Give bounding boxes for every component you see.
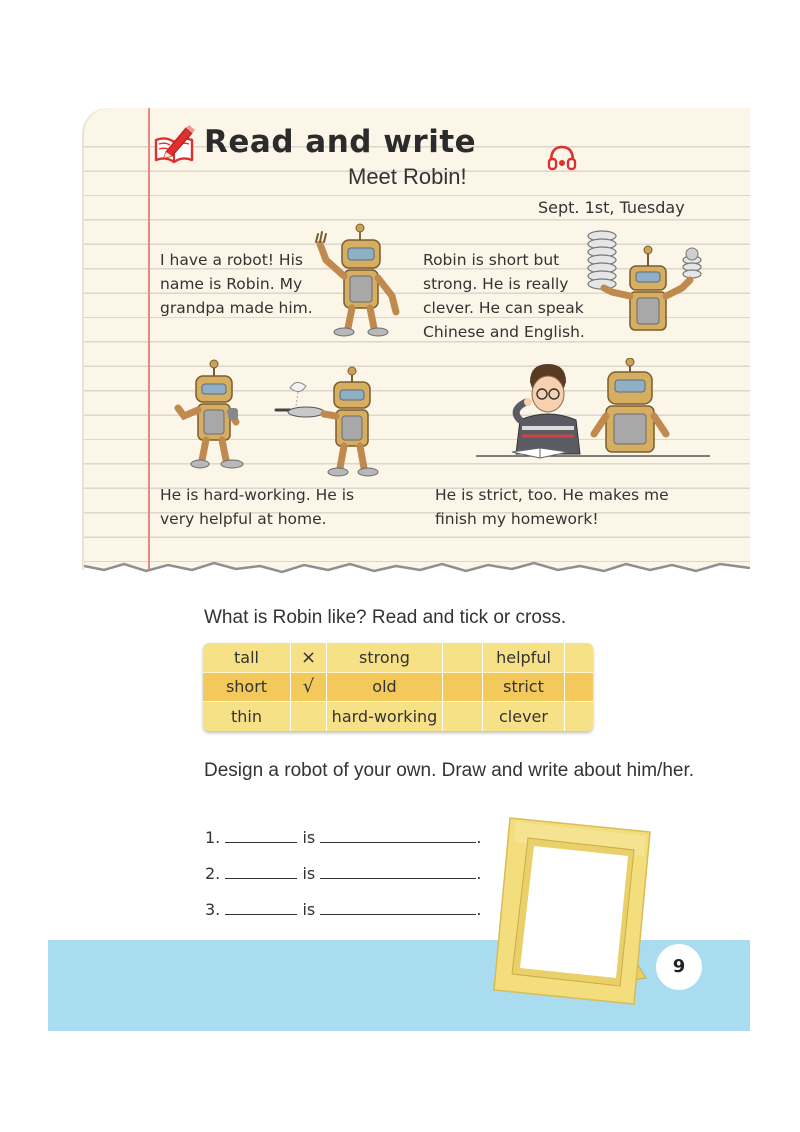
line-end: . (476, 864, 482, 883)
story-line: grandpa made him. (160, 299, 313, 317)
task2-instruction: Design a robot of your own. Draw and write about him/her. (204, 760, 695, 781)
answer-cell[interactable]: × (291, 643, 327, 673)
answer-cell[interactable] (443, 701, 483, 731)
answer-cell[interactable] (291, 701, 327, 731)
story-paper (84, 108, 750, 570)
answer-cell[interactable] (565, 673, 593, 702)
word-cell: helpful (483, 643, 565, 673)
margin-line (148, 108, 150, 570)
blank-adjective[interactable] (320, 828, 476, 843)
headphones-icon[interactable] (546, 142, 578, 174)
answer-cell[interactable] (443, 673, 483, 702)
line-verb: is (302, 828, 316, 847)
answer-cell[interactable] (443, 643, 483, 673)
section-title: Read and write (204, 124, 477, 160)
blank-subject[interactable] (225, 900, 297, 915)
story-line: strong. He is really (423, 275, 569, 293)
word-cell: hard-working (327, 701, 443, 731)
section-header (152, 120, 512, 170)
writing-line-2 (205, 864, 481, 883)
word-cell: thin (203, 701, 291, 731)
story-line: I have a robot! His (160, 251, 303, 269)
story-line: name is Robin. My (160, 275, 303, 293)
story-panel-2 (423, 248, 585, 344)
story-line: Robin is short but (423, 251, 560, 269)
drawing-frame[interactable] (474, 810, 674, 1010)
story-line: He is strict, too. He makes me (435, 486, 669, 504)
answer-cell[interactable] (565, 701, 593, 731)
blank-subject[interactable] (225, 864, 297, 879)
line-number: 3. (205, 900, 221, 919)
task1-instruction: What is Robin like? Read and tick or cross. (204, 607, 567, 628)
story-subtitle: Meet Robin! (348, 164, 467, 189)
line-verb: is (302, 900, 316, 919)
story-line: He is hard-working. He is (160, 486, 355, 504)
answer-cell[interactable] (565, 643, 593, 673)
table-row (203, 701, 593, 731)
line-end: . (476, 828, 482, 847)
blank-adjective[interactable] (320, 864, 476, 879)
boy-doing-homework-with-robot-illustration (476, 358, 710, 476)
word-cell: strong (327, 643, 443, 673)
story-panel-4 (435, 483, 669, 531)
robot-cooking-illustration (270, 366, 390, 484)
word-cell: short (203, 673, 291, 702)
torn-paper-edge (84, 558, 750, 580)
writing-line-1 (205, 828, 481, 847)
word-cell: old (327, 673, 443, 702)
line-verb: is (302, 864, 316, 883)
story-line: clever. He can speak (423, 299, 584, 317)
answer-cell[interactable]: √ (291, 673, 327, 702)
story-line: Chinese and English. (423, 323, 585, 341)
pencil-book-icon (152, 122, 198, 166)
robot-waving-illustration (312, 220, 416, 342)
story-panel-1 (160, 248, 313, 320)
line-number: 2. (205, 864, 221, 883)
blank-adjective[interactable] (320, 900, 476, 915)
line-end: . (476, 900, 482, 919)
story-line: finish my homework! (435, 510, 599, 528)
word-cell: clever (483, 701, 565, 731)
table-row (203, 643, 593, 673)
page-number: 9 (656, 944, 702, 990)
table-row (203, 673, 593, 702)
word-cell: strict (483, 673, 565, 702)
tick-cross-table (203, 643, 593, 731)
word-cell: tall (203, 643, 291, 673)
story-line: very helpful at home. (160, 510, 327, 528)
writing-line-3 (205, 900, 481, 919)
story-panel-3 (160, 483, 354, 531)
blank-subject[interactable] (225, 828, 297, 843)
robot-carrying-plates-illustration (582, 226, 722, 336)
diary-date: Sept. 1st, Tuesday (538, 198, 685, 217)
line-number: 1. (205, 828, 221, 847)
